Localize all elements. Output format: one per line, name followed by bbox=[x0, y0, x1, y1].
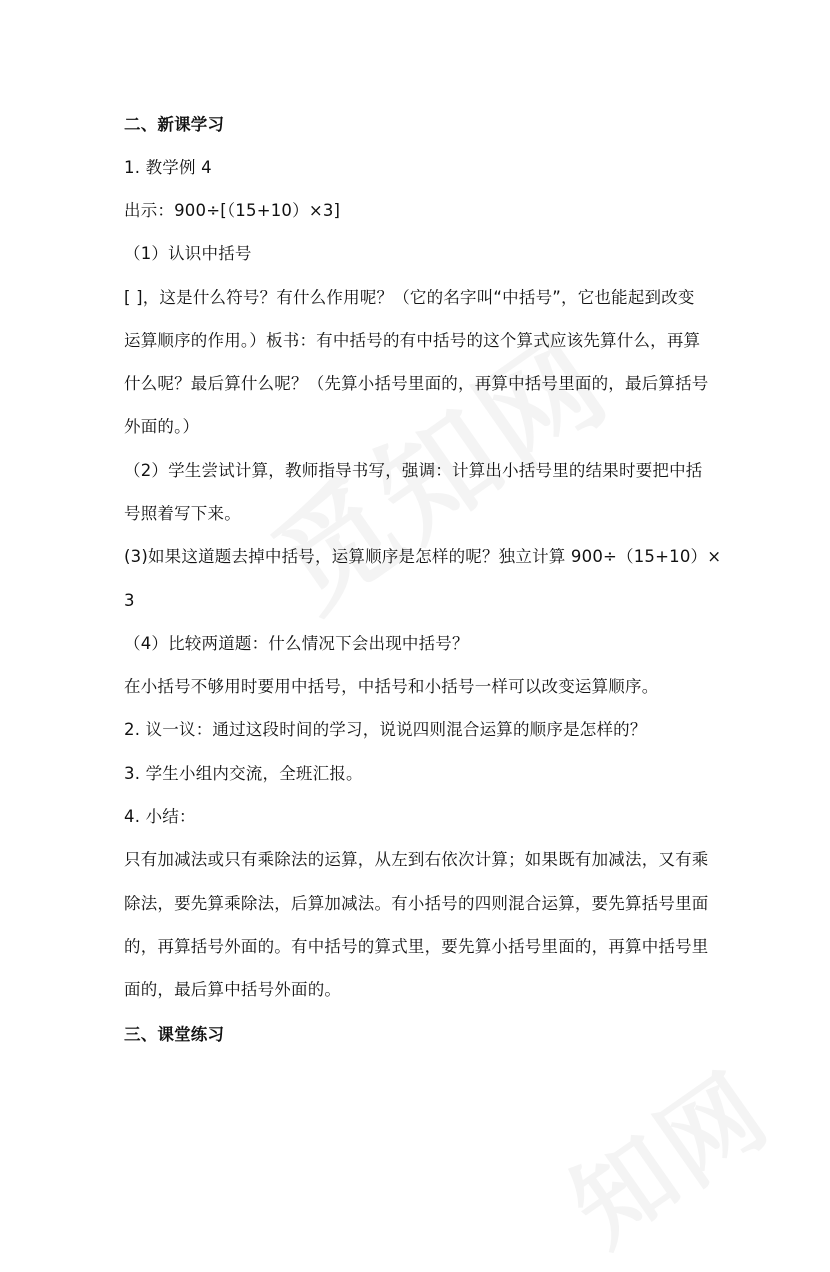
display-expression: 出示：900÷[（15+10）×3] bbox=[124, 201, 341, 220]
paragraph-line: 的，再算括号外面的。有中括号的算式里，要先算小括号里面的，再算中括号里 bbox=[124, 937, 709, 956]
sub1-title: （1）认识中括号 bbox=[124, 244, 252, 263]
paragraph-line: [ ]，这是什么符号？有什么作用呢？（它的名字叫“中括号”，它也能起到改变 bbox=[124, 288, 695, 307]
sub4-title: （4）比较两道题：什么情况下会出现中括号？ bbox=[124, 634, 469, 653]
paragraph-line: 号照着写下来。 bbox=[124, 504, 241, 523]
paragraph-line: 外面的。） bbox=[124, 417, 200, 436]
paragraph-line: 什么呢？最后算什么呢？（先算小括号里面的，再算中括号里面的，最后算括号 bbox=[124, 374, 709, 393]
section-heading-new-lesson: 二、新课学习 bbox=[124, 115, 225, 134]
section-heading-class-practice: 三、课堂练习 bbox=[124, 1025, 225, 1044]
paragraph-line: 3 bbox=[124, 591, 135, 610]
paragraph-line: (3)如果这道题去掉中括号，运算顺序是怎样的呢？独立计算 900÷（15+10）× bbox=[124, 547, 722, 566]
paragraph-line: 在小括号不够用时要用中括号，中括号和小括号一样可以改变运算顺序。 bbox=[124, 677, 659, 696]
item-3: 3. 学生小组内交流，全班汇报。 bbox=[124, 764, 363, 783]
paragraph-line: 面的，最后算中括号外面的。 bbox=[124, 980, 342, 999]
paragraph-line: （2）学生尝试计算，教师指导书写，强调：计算出小括号里的结果时要把中括 bbox=[124, 461, 703, 480]
paragraph-line: 除法，要先算乘除法，后算加减法。有小括号的四则混合运算，要先算括号里面 bbox=[124, 894, 709, 913]
item-4-title: 4. 小结： bbox=[124, 807, 196, 826]
item-2: 2. 议一议：通过这段时间的学习，说说四则混合运算的顺序是怎样的？ bbox=[124, 720, 647, 739]
item-1-title: 1. 教学例 4 bbox=[124, 158, 212, 177]
paragraph-line: 运算顺序的作用。）板书：有中括号的有中括号的这个算式应该先算什么，再算 bbox=[124, 331, 701, 350]
watermark-logo-bottom bbox=[538, 1032, 794, 1272]
paragraph-line: 只有加减法或只有乘除法的运算，从左到右依次计算；如果既有加减法，又有乘 bbox=[124, 850, 709, 869]
